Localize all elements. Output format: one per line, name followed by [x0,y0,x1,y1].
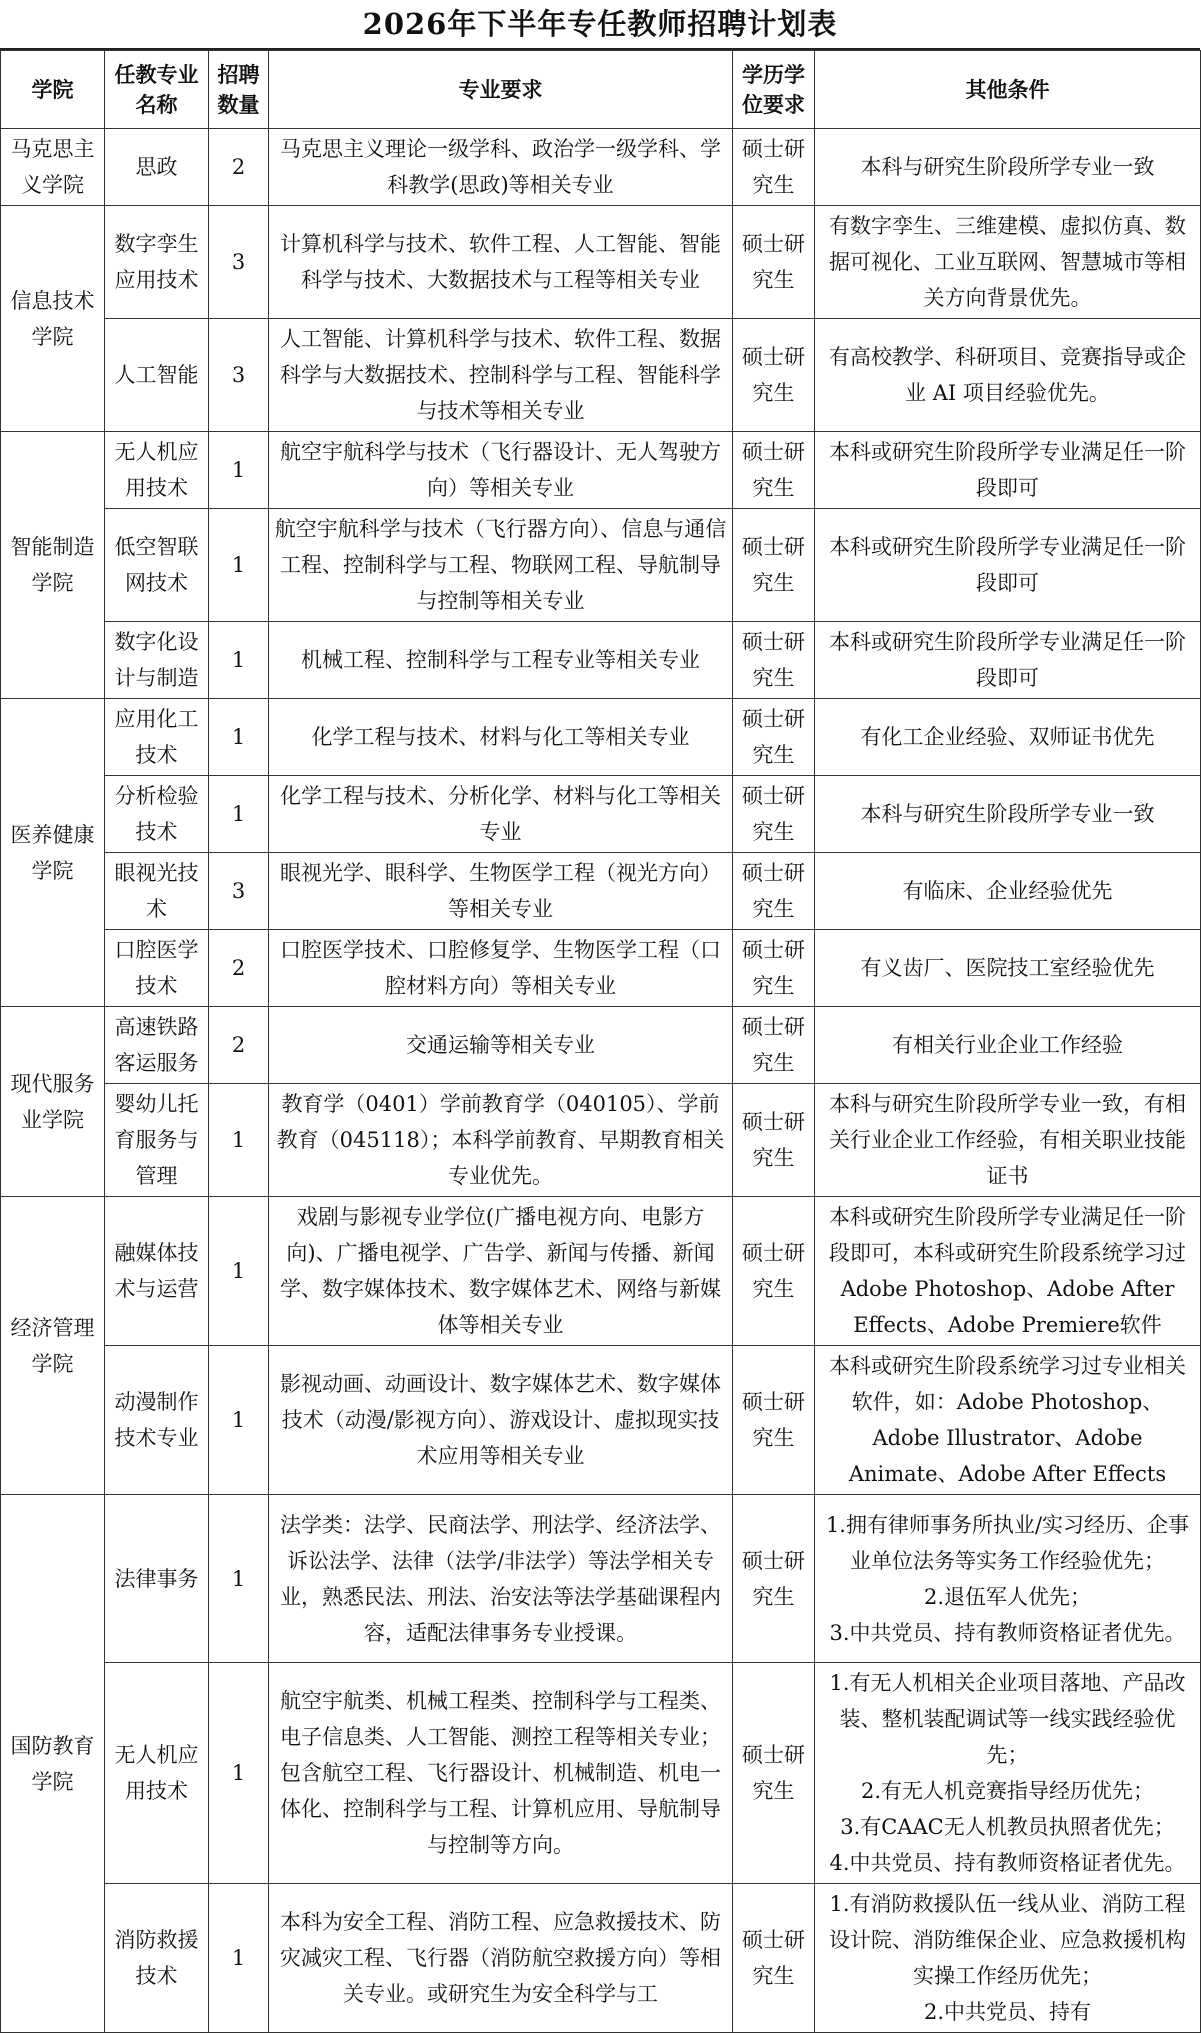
count-cell: 1 [209,432,269,509]
requirements-cell: 本科为安全工程、消防工程、应急救援技术、防灾减灾工程、飞行器（消防航空救援方向）等相关专业。或研究生为安全科学与工 [269,1884,733,2033]
major-cell: 无人机应用技术 [105,1663,209,1884]
major-cell: 应用化工技术 [105,699,209,776]
requirements-cell: 口腔医学技术、口腔修复学、生物医学工程（口腔材料方向）等相关专业 [269,930,733,1007]
header-major: 任教专业名称 [105,51,209,129]
count-cell: 3 [209,206,269,319]
requirements-cell: 航空宇航科学与技术（飞行器设计、无人驾驶方向）等相关专业 [269,432,733,509]
table-row [1,1495,1201,1663]
education-cell: 硕士研究生 [733,319,815,432]
conditions-cell [815,1007,1201,1084]
condition-item: 3.中共党员、持有教师资格证者优先。 [829,1620,1186,1645]
count-cell: 1 [209,776,269,853]
count-cell: 1 [209,1346,269,1495]
table-row [1,319,1201,432]
conditions-cell [815,1346,1201,1495]
education-cell: 硕士研究生 [733,206,815,319]
condition-item: 4.中共党员、持有教师资格证者优先。 [829,1851,1186,1875]
condition-item: 本科或研究生阶段所学专业满足任一阶段即可，本科或研究生阶段系统学习过Adobe Photoshop、Adobe After Effects、Adobe Premiere软件 [829,1205,1186,1337]
education-cell: 硕士研究生 [733,1197,815,1346]
conditions-cell [815,776,1201,853]
conditions-cell [815,1197,1201,1346]
conditions-cell [815,319,1201,432]
condition-item: 本科与研究生阶段所学专业一致 [860,802,1155,826]
college-cell: 马克思主义学院 [1,129,105,206]
count-cell: 3 [209,853,269,930]
page-title: 2026年下半年专任教师招聘计划表 [0,0,1200,50]
table-row [1,206,1201,319]
education-cell: 硕士研究生 [733,699,815,776]
header-college: 学院 [1,51,105,129]
requirements-cell: 化学工程与技术、分析化学、材料与化工等相关专业 [269,776,733,853]
requirements-cell: 交通运输等相关专业 [269,1007,733,1084]
table-row [1,699,1201,776]
count-cell: 1 [209,509,269,622]
education-cell: 硕士研究生 [733,622,815,699]
table-row [1,432,1201,509]
education-cell: 硕士研究生 [733,432,815,509]
major-cell: 消防救援技术 [105,1884,209,2033]
major-cell: 高速铁路客运服务 [105,1007,209,1084]
education-cell: 硕士研究生 [733,1495,815,1663]
count-cell: 1 [209,1884,269,2033]
header-row [1,51,1201,129]
education-cell: 硕士研究生 [733,776,815,853]
education-cell: 硕士研究生 [733,1084,815,1197]
header-other-conditions: 其他条件 [815,51,1201,129]
header-requirements: 专业要求 [269,51,733,129]
table-row [1,1884,1201,2033]
conditions-cell [815,699,1201,776]
major-cell: 动漫制作技术专业 [105,1346,209,1495]
requirements-cell: 马克思主义理论一级学科、政治学一级学科、学科教学(思政)等相关专业 [269,129,733,206]
table-row [1,776,1201,853]
condition-item: 有义齿厂、医院技工室经验优先 [860,956,1155,980]
count-cell: 1 [209,699,269,776]
requirements-cell: 人工智能、计算机科学与技术、软件工程、数据科学与大数据技术、控制科学与工程、智能科学与技术等相关专业 [269,319,733,432]
education-cell: 硕士研究生 [733,1884,815,2033]
count-cell: 1 [209,622,269,699]
condition-item: 有数字孪生、三维建模、虚拟仿真、数据可视化、工业互联网、智慧城市等相关方向背景优先。 [829,214,1186,310]
education-cell: 硕士研究生 [733,1007,815,1084]
conditions-cell [815,509,1201,622]
condition-item: 有化工企业经验、双师证书优先 [860,725,1155,749]
conditions-cell [815,853,1201,930]
table-row [1,930,1201,1007]
condition-item: 有相关行业企业工作经验 [892,1033,1123,1057]
major-cell: 口腔医学技术 [105,930,209,1007]
table-row [1,1346,1201,1495]
requirements-cell: 化学工程与技术、材料与化工等相关专业 [269,699,733,776]
major-cell: 融媒体技术与运营 [105,1197,209,1346]
condition-item: 3.有CAAC无人机教员执照者优先； [840,1815,1175,1839]
conditions-cell [815,1084,1201,1197]
condition-item: 2.退伍军人优先； [923,1584,1092,1609]
condition-item: 有临床、企业经验优先 [902,879,1113,903]
conditions-cell [815,1884,1201,2033]
major-cell: 思政 [105,129,209,206]
education-cell: 硕士研究生 [733,853,815,930]
major-cell: 婴幼儿托育服务与管理 [105,1084,209,1197]
college-cell: 智能制造学院 [1,432,105,699]
requirements-cell: 戏剧与影视专业学位(广播电视方向、电影方向)、广播电视学、广告学、新闻与传播、新闻学、数字媒体技术、数字媒体艺术、网络与新媒体等相关专业 [269,1197,733,1346]
major-cell: 法律事务 [105,1495,209,1663]
table-body [1,129,1201,2033]
major-cell: 人工智能 [105,319,209,432]
major-cell: 数字化设计与制造 [105,622,209,699]
conditions-cell [815,432,1201,509]
condition-item: 本科或研究生阶段系统学习过专业相关软件，如：Adobe Photoshop、Adobe Illustrator、Adobe Animate、Adobe After Effects [829,1354,1186,1486]
table-row [1,129,1201,206]
count-cell: 3 [209,319,269,432]
condition-item: 1.拥有律师事务所执业/实习经历、企事业单位法务等实务工作经验优先； [825,1512,1190,1573]
recruitment-table [0,50,1201,2033]
condition-item: 本科或研究生阶段所学专业满足任一阶段即可 [829,630,1186,690]
header-count: 招聘数量 [209,51,269,129]
college-cell: 国防教育学院 [1,1495,105,2033]
condition-item: 本科或研究生阶段所学专业满足任一阶段即可 [829,535,1186,595]
conditions-cell [815,622,1201,699]
conditions-cell [815,1495,1201,1663]
major-cell: 分析检验技术 [105,776,209,853]
major-cell: 眼视光技术 [105,853,209,930]
condition-item: 本科或研究生阶段所学专业满足任一阶段即可 [829,440,1186,500]
major-cell: 无人机应用技术 [105,432,209,509]
count-cell: 2 [209,129,269,206]
condition-item: 1.有无人机相关企业项目落地、产品改装、整机装配调试等一线实践经验优先； [829,1671,1186,1767]
table-row [1,1084,1201,1197]
education-cell: 硕士研究生 [733,129,815,206]
count-cell: 2 [209,930,269,1007]
count-cell: 1 [209,1197,269,1346]
college-cell: 现代服务业学院 [1,1007,105,1197]
condition-item: 本科与研究生阶段所学专业一致 [860,155,1155,179]
major-cell: 数字孪生应用技术 [105,206,209,319]
conditions-cell [815,930,1201,1007]
conditions-cell [815,1663,1201,1884]
table-row [1,1663,1201,1884]
requirements-cell: 航空宇航类、机械工程类、控制科学与工程类、电子信息类、人工智能、测控工程等相关专业；包含航空工程、飞行器设计、机械制造、机电一体化、控制科学与工程、计算机应用、导航制导与控制等方向。 [269,1663,733,1884]
count-cell: 1 [209,1084,269,1197]
college-cell: 医养健康学院 [1,699,105,1007]
condition-item: 2.中共党员、持有 [923,2000,1092,2024]
table-row [1,853,1201,930]
table-row [1,1007,1201,1084]
count-cell: 2 [209,1007,269,1084]
education-cell: 硕士研究生 [733,930,815,1007]
major-cell: 低空智联网技术 [105,509,209,622]
college-cell: 经济管理学院 [1,1197,105,1495]
count-cell: 1 [209,1663,269,1884]
education-cell: 硕士研究生 [733,509,815,622]
count-cell: 1 [209,1495,269,1663]
requirements-cell: 教育学（0401）学前教育学（040105）、学前教育（045118）；本科学前教育、早期教育相关专业优先。 [269,1084,733,1197]
requirements-cell: 眼视光学、眼科学、生物医学工程（视光方向）等相关专业 [269,853,733,930]
education-cell: 硕士研究生 [733,1663,815,1884]
college-cell: 信息技术学院 [1,206,105,432]
condition-item: 2.有无人机竞赛指导经历优先； [860,1779,1155,1803]
condition-item: 有高校教学、科研项目、竞赛指导或企业 AI 项目经验优先。 [829,345,1186,405]
requirements-cell: 法学类：法学、民商法学、刑法学、经济法学、诉讼法学、法律（法学/非法学）等法学相关专业，熟悉民法、刑法、治安法等法学基础课程内容，适配法律事务专业授课。 [269,1495,733,1663]
table-row [1,1197,1201,1346]
requirements-cell: 影视动画、动画设计、数字媒体艺术、数字媒体技术（动漫/影视方向）、游戏设计、虚拟现实技术应用等相关专业 [269,1346,733,1495]
header-education: 学历学位要求 [733,51,815,129]
table-row [1,622,1201,699]
education-cell: 硕士研究生 [733,1346,815,1495]
condition-item: 1.有消防救援队伍一线从业、消防工程设计院、消防维保企业、应急救援机构实操工作经历优先； [829,1892,1186,1988]
conditions-cell [815,206,1201,319]
requirements-cell: 航空宇航科学与技术（飞行器方向）、信息与通信工程、控制科学与工程、物联网工程、导航制导与控制等相关专业 [269,509,733,622]
conditions-cell [815,129,1201,206]
requirements-cell: 计算机科学与技术、软件工程、人工智能、智能科学与技术、大数据技术与工程等相关专业 [269,206,733,319]
requirements-cell: 机械工程、控制科学与工程专业等相关专业 [269,622,733,699]
table-row [1,509,1201,622]
condition-item: 本科与研究生阶段所学专业一致，有相关行业企业工作经验，有相关职业技能证书 [829,1092,1186,1188]
